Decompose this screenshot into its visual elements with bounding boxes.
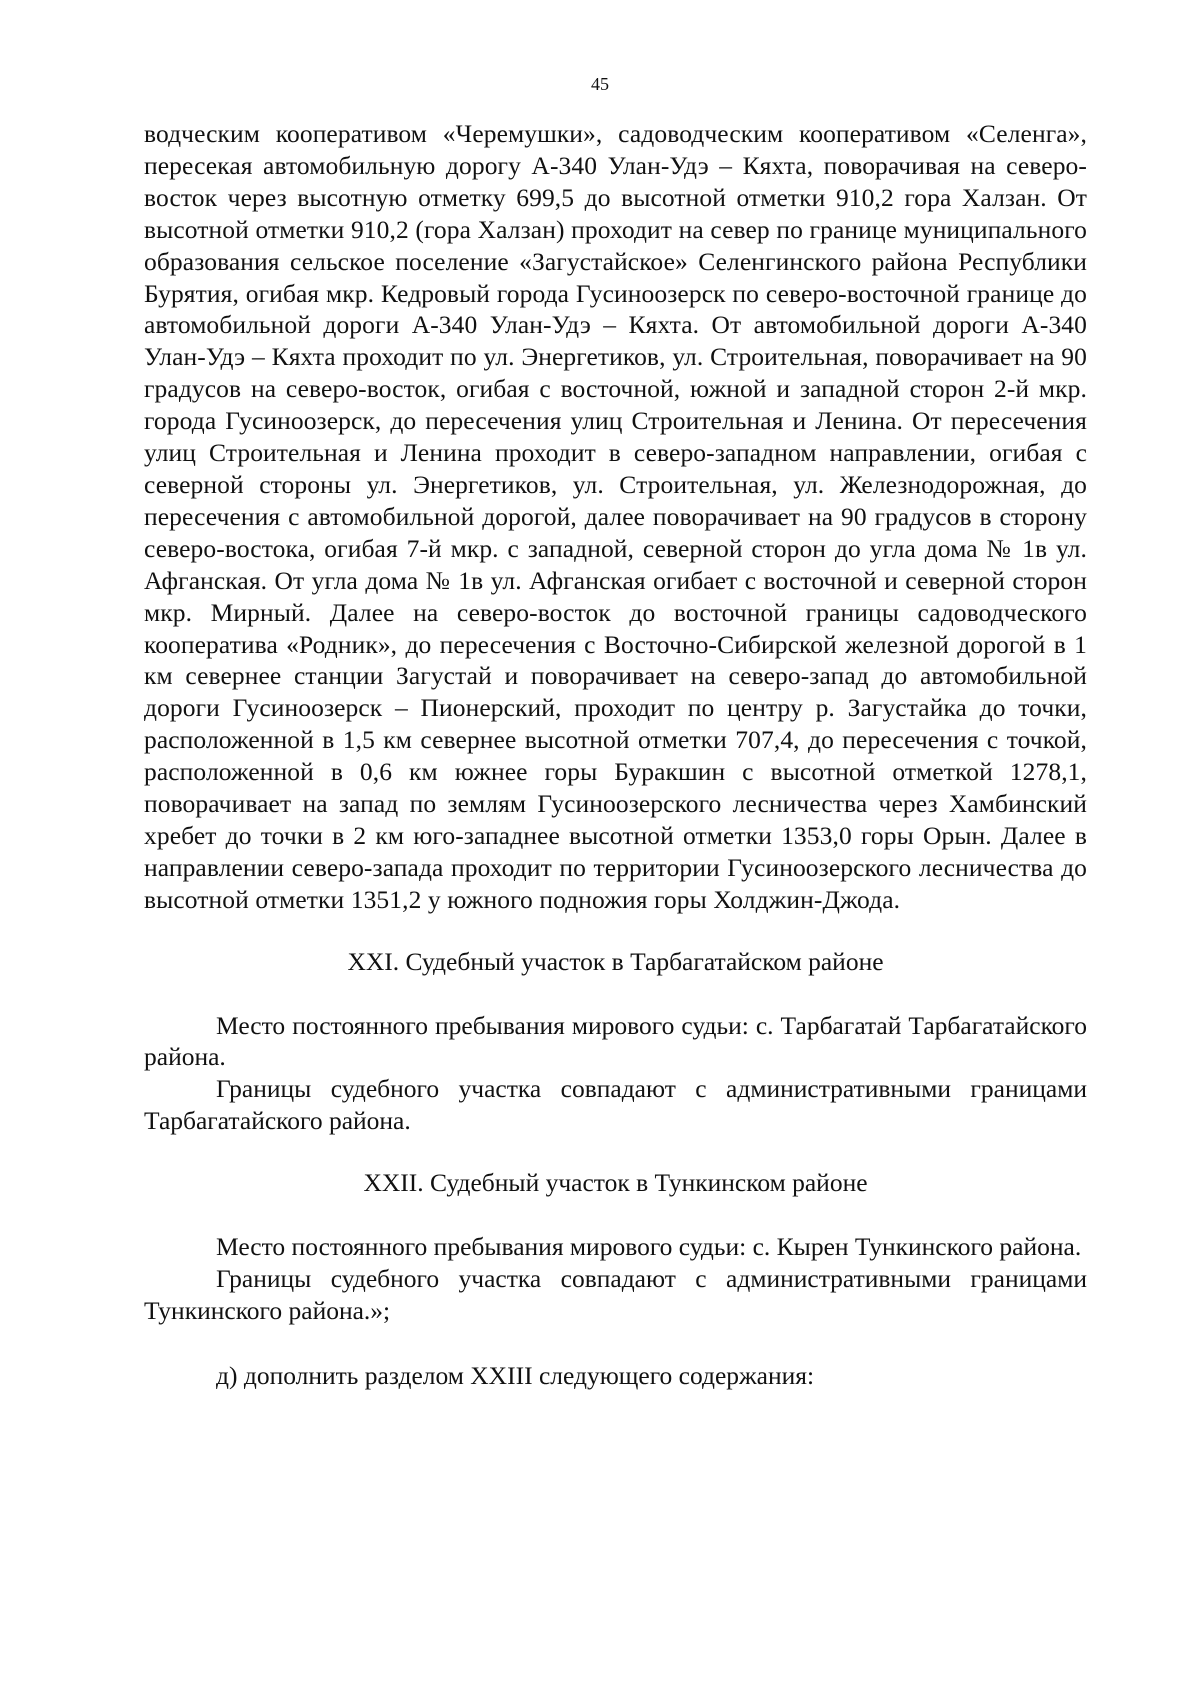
page-number: 45 <box>591 74 609 94</box>
section-xxi-residence: Место постоянного пребывания мирового судьи: с. Тарбагатай Тарбагатайского района. <box>144 1010 1087 1072</box>
document-body <box>144 118 1087 1392</box>
section-xxii-heading: XXII. Судебный участок в Тункинском районе <box>363 1168 868 1198</box>
section-xxii-borders: Границы судебного участка совпадают с административными границами Тункинского района.»; <box>144 1264 1087 1325</box>
boundary-description-paragraph: водческим кооперативом «Черемушки», садоводческим кооперативом «Селенга», пересекая автомобильную дорогу А-340 Улан-Удэ – Кяхта, поворачивая на северо-восток через высотную отметку 699,5 до высотной отметки 910,2 гора Халзан. От высотной отметки 910,2 (гора Халзан) проходит на север по границе муниципального образования сельское поселение «Загустайское» Селенгинского района Республики Бурятия, огибая мкр. Кедровый города Гусиноозерск по северо-восточной границе до автомобильной дороги А-340 Улан-Удэ – Кяхта. От автомобильной дороги А-340 Улан-Удэ – Кяхта проходит по ул. Энергетиков, ул. Строительная, поворачивает на 90 градусов на северо-восток, огибая с восточной, южной и западной сторон 2-й мкр. города Гусиноозерск, до пересечения улиц Строительная и Ленина. От пересечения улиц Строительная и Ленина проходит в северо-западном направлении, огибая с северной стороны ул. Энергетиков, ул. Строительная, ул. Железнодорожная, до пересечения с автомобильной дорогой, далее поворачивает на 90 градусов в сторону северо-востока, огибая 7-й мкр. с западной, северной сторон до угла дома № 1в ул. Афганская. От угла дома № 1в ул. Афганская огибает с восточной и северной сторон мкр. Мирный. Далее на северо-восток до восточной границы садоводческого кооператива «Родник», до пересечения с Восточно-Сибирской железной дорогой в 1 км севернее станции Загустай и поворачивает на северо-запад до автомобильной дороги Гусиноозерск – Пионерский, проходит по центру р. Загустайка до точки, расположенной в 1,5 км севернее высотной отметки 707,4, до пересечения с точкой, расположенной в 0,6 км южнее горы Буракшин с высотной отметкой 1278,1, поворачивает на запад по землям Гусиноозерского лесничества через Хамбинский хребет до точки в 2 км юго-западнее высотной отметки 1353,0 горы Орын. Далее в направлении северо-запада проходит по территории Гусиноозерского лесничества до высотной отметки 1351,2 у южного подножия горы Холджин-Джода. <box>144 119 1087 914</box>
amendment-item-d: д) дополнить разделом XXIII следующего содержания: <box>216 1360 815 1390</box>
section-xxi-heading: XXI. Судебный участок в Тарбагатайском районе <box>347 946 884 976</box>
section-xxii-residence: Место постоянного пребывания мирового судьи: с. Кырен Тункинского района. <box>216 1232 1082 1262</box>
section-xxi-borders: Границы судебного участка совпадают с административными границами Тарбагатайского района. <box>144 1074 1087 1136</box>
